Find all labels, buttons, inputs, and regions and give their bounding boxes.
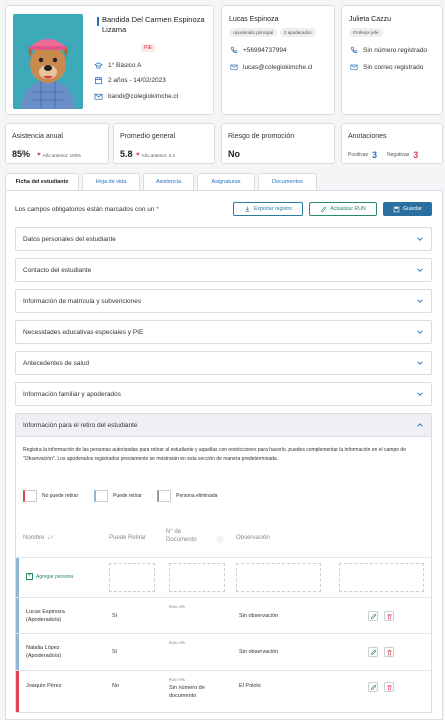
graduation-cap-icon [94,61,103,70]
delete-button[interactable] [384,611,394,621]
export-label: Exportar registro [253,206,293,212]
guardian-phone[interactable]: +56994737994 [243,46,287,54]
row-document: Sin número de documento [169,685,205,699]
stat-attendance [5,123,109,164]
tab-bar [5,173,317,190]
actions-placeholder [339,563,424,592]
update-label: Actualizar RUN [330,206,366,212]
grade-row [94,61,141,70]
document-input[interactable] [169,563,225,592]
edit-button[interactable] [368,647,378,657]
teacher-name: Julieta Cazzu [349,16,392,23]
section-label: Antecedentes de salud [23,360,90,367]
chevron-down-icon [416,328,424,336]
stat-average [113,123,215,164]
negative-label: Negativas [387,152,410,158]
section-label: Necesidades educativas especiales y PIE [23,329,144,336]
row-observation: El Pololo [239,683,261,689]
observation-input[interactable] [236,563,321,592]
teacher-phone: Sin número registrado [363,46,427,54]
edit-icon [320,206,327,213]
stat-risk [221,123,335,164]
guardian-email[interactable]: lucas@colegiokimche.cl [243,63,313,71]
row-doc-label: RUN / IPA [169,605,185,609]
student-card [5,5,214,115]
age-row [94,76,166,85]
chevron-down-icon [416,359,424,367]
guardian-phone-row [230,46,287,54]
section-withdrawal-header[interactable] [16,414,431,437]
stat-notes [341,123,443,164]
stat-value: 5.8 [120,149,133,159]
edit-icon [370,613,377,620]
delete-button[interactable] [384,682,394,692]
delete-button[interactable] [384,647,394,657]
guardian-email-row [230,63,312,71]
add-person-row [16,557,431,597]
negative-count: 3 [413,150,419,160]
section-withdrawal [15,413,432,713]
guardian-name: Lucas Espinoza [229,16,279,23]
save-button[interactable] [383,202,432,216]
tab-subjects[interactable]: Asignaturas [197,173,255,190]
trash-icon [386,684,393,691]
mail-icon [350,63,358,71]
student-name: Bandida Del Carmen Espinoza Lizama [102,15,205,34]
teacher-phone-row [350,46,427,54]
student-photo [13,14,83,109]
teacher-role-badge: Profesor jefe [349,28,383,37]
chevron-up-icon [416,421,424,429]
stat-previous [136,152,175,158]
phone-icon [230,46,238,54]
teacher-card [341,5,443,115]
update-run-button[interactable] [309,202,377,216]
add-person-button[interactable] [26,573,73,580]
col-name[interactable] [23,535,53,541]
student-email[interactable]: bandi@colegiokimche.cl [108,93,179,100]
required-note [15,206,159,213]
row-can-withdraw: Sí [112,613,118,619]
positive-count: 3 [372,150,378,160]
stat-title: Promedio general [120,133,176,140]
row-doc-label: RUN / IPA [169,641,185,645]
section-personal-data[interactable] [15,227,432,251]
tab-life-sheet[interactable]: Hoja de vida [82,173,140,190]
section-student-contact[interactable] [15,258,432,282]
chevron-down-icon [416,390,424,398]
heart-icon: ♥ [136,152,140,158]
pie-badge: PIE [141,44,155,52]
can-withdraw-input[interactable] [109,563,155,592]
chevron-down-icon [416,266,424,274]
section-label: Contacto del estudiante [23,267,92,274]
chevron-down-icon [416,297,424,305]
save-icon [393,206,400,213]
guardian-count-badge: 2 apoderados [280,28,316,37]
legend-cannot-withdraw [23,490,78,502]
teacher-email: Sin correo registrado [363,63,424,71]
trash-icon [386,649,393,656]
row-doc-label: RUN / IPA [169,678,185,682]
phone-icon [350,46,358,54]
chevron-down-icon [416,235,424,243]
stat-previous-text: Año anterior: 6.4 [141,152,175,158]
heart-icon: ♥ [37,152,41,158]
withdrawal-description: Registra la información de las personas autorizadas para retirar al estudiante y aquellas con restricciones para hacerlo, puedes complementar la información en el campo de "Observación". Los apoderados registrados previamente se mostrarán en esta sección de manera predeterminada. [23,447,406,462]
info-icon[interactable]: ⓘ [217,538,224,544]
mail-icon [94,92,103,101]
required-star: * [156,206,159,213]
edit-button[interactable] [368,682,378,692]
stat-previous [37,152,81,158]
plus-icon: + [27,573,32,579]
section-enrollment[interactable] [15,289,432,313]
legend-label: No puede retirar [42,493,79,499]
stat-title: Anotaciones [348,133,387,140]
student-record-panel [5,190,443,720]
row-can-withdraw: No [112,683,120,689]
calendar-icon [94,76,103,85]
stat-title: Riesgo de promoción [228,133,295,140]
stat-title: Asistencia anual [12,133,63,140]
tab-documents[interactable]: Documentos [258,173,317,190]
guardian-role-badge: Apoderado principal [229,28,277,37]
stat-previous-text: Año anterior: 100% [42,152,82,158]
age-text: 2 años - 14/02/2023 [108,77,166,84]
table-row [16,670,431,712]
mail-icon [230,63,238,71]
legend-label: Persona eliminada [176,493,218,499]
section-label: Datos personales del estudiante [23,236,116,243]
edit-button[interactable] [368,611,378,621]
email-row [94,92,178,101]
section-label: Información familiar y apoderados [23,391,121,398]
tab-student-record[interactable]: Ficha del estudiante [5,173,79,190]
section-health[interactable] [15,351,432,375]
table-row [16,597,431,633]
row-can-withdraw: Sí [112,649,118,655]
tab-attendance[interactable]: Asistencia [143,173,194,190]
row-observation: Sin observación [239,613,279,619]
save-label: Guardar [402,206,423,212]
row-observation: Sin observación [239,649,279,655]
section-label: Información para el retiro del estudiante [23,422,138,429]
download-icon [244,206,251,213]
row-name: Lucas Espinoza (Apoderado/a) [26,609,65,623]
name-accent-bar [97,17,99,26]
section-label: Información de matrícula y subvenciones [23,298,142,305]
edit-icon [370,649,377,656]
stat-value: 85% [12,149,31,159]
trash-icon [386,613,393,620]
legend-can-withdraw [94,490,142,502]
guardian-card-primary [221,5,335,115]
legend-deleted [157,490,217,502]
export-button[interactable] [233,202,303,216]
legend-label: Puede retirar [113,493,142,499]
row-name: Natalia López (Apoderado/a) [26,645,62,659]
sort-icon[interactable]: ↓↑ [47,535,54,541]
edit-icon [370,684,377,691]
grade-text: 1° Básico A [108,62,142,69]
col-can-withdraw: Puede Retirar [109,535,147,541]
section-special-needs[interactable] [15,320,432,344]
table-row [16,633,431,670]
col-observation: Observación [236,535,270,541]
stat-value: No [228,149,240,159]
teacher-email-row [350,63,423,71]
section-family[interactable] [15,382,432,406]
col-name-label: Nombre [23,535,45,541]
col-document: N° de Documento [166,529,197,543]
row-name: Joaquín Pérez [26,683,62,689]
positive-label: Positivas [348,152,369,158]
add-person-label: Agregar persona [36,573,74,580]
required-note-text: Los campos obligatorios están marcados con un [15,206,155,213]
